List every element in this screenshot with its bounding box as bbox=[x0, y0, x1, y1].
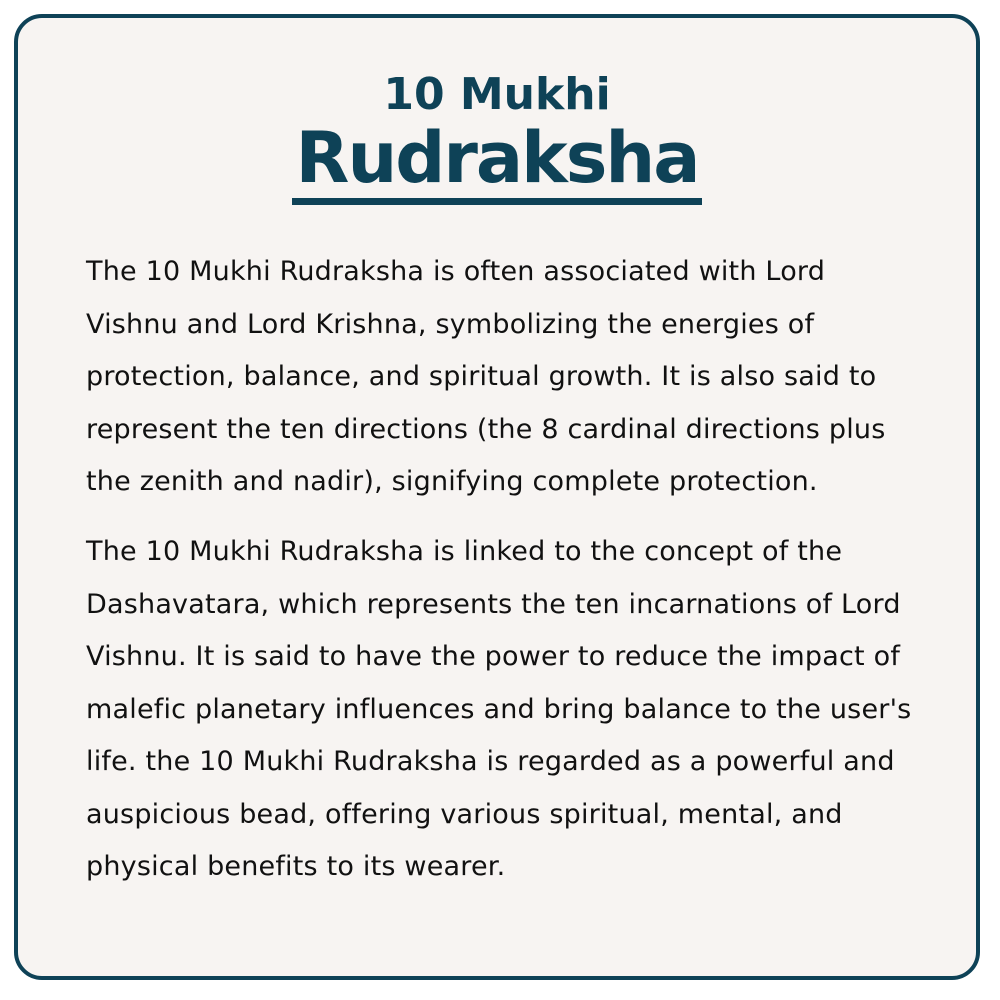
paragraph-2: The 10 Mukhi Rudraksha is linked to the concept of the Dashavatara, which represents the ten incarnations of Lord Vishnu. It is said to have the power to reduce the impact of malefic planetary influences and bring balance to the user's life. the 10 Mukhi Rudraksha is regarded as a powerful and auspicious bead, offering various spiritual, mental, and physical benefits to its wearer. bbox=[86, 536, 912, 882]
info-card bbox=[14, 14, 980, 980]
title-block bbox=[18, 70, 976, 205]
title-line-1: 10 Mukhi bbox=[383, 69, 611, 120]
paragraph-1: The 10 Mukhi Rudraksha is often associated with Lord Vishnu and Lord Krishna, symbolizing the energies of protection, balance, and spiritual growth. It is also said to represent the ten directions (the 8 cardinal directions plus the zenith and nadir), signifying complete protection. bbox=[86, 256, 886, 497]
title-line-2: Rudraksha bbox=[292, 120, 703, 205]
